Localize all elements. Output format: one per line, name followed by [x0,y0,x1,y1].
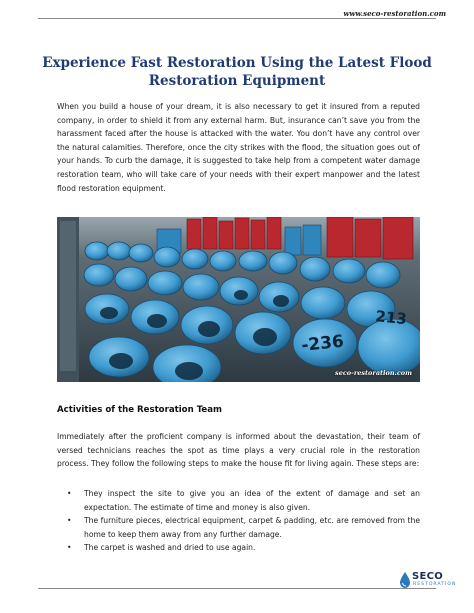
list-item-text: The furniture pieces, electrical equipment, carpet & padding, etc. are removed from the home to keep them away from any further damage. [84,516,420,539]
water-drop-icon [400,572,410,588]
bullet-icon: • [67,543,72,553]
section-heading: Activities of the Restoration Team [57,405,222,415]
list-item [57,541,420,555]
section-paragraph: Immediately after the proficient company is informed about the devastation, their team of versed technicians reaches the spot as time plays a very crucial role in the restoration process. They follow the following steps to make the house fit for living again. These steps are: [57,432,420,469]
logo-name: SECO [412,571,444,582]
seco-logo [400,571,458,591]
equipment-photo-illustration [57,217,420,382]
bullet-icon: • [67,489,72,498]
bullet-icon: • [67,516,72,526]
logo-subtitle: RESTORATION [413,582,457,587]
unit-number-label: 213 [374,307,408,329]
list-item [57,487,420,514]
page-title: Experience Fast Restoration Using the Latest Flood Restoration Equipment [42,55,432,89]
unit-number-label: -236 [300,331,345,356]
list-item [57,514,420,541]
photo-watermark: seco-restoration.com [335,369,412,377]
list-item-text: They inspect the site to give you an idea of the extent of damage and set an expectation. The estimate of time and money is also given. [84,489,420,512]
footer-rule [38,588,436,589]
intro-paragraph: When you build a house of your dream, it is also necessary to get it insured from a reputed company, in order to shield it from any external harm. But, insurance can’t save you from the harassment faced after the house is attacked with the water. You don’t have any control over the natural calamities. Therefore, once the city strikes with the flood, the situation goes out of your hands. To curb the damage, it is suggested to take help from a competent water damage restoration team, who will take care of your needs with their expert manpower and the latest flood restoration equipment. [57,102,420,193]
steps-list [57,487,420,555]
header-site-url[interactable]: www.seco-restoration.com [343,9,446,18]
list-item-text: The carpet is washed and dried to use again. [84,543,256,553]
equipment-photo [57,217,420,382]
header-rule [38,18,436,19]
